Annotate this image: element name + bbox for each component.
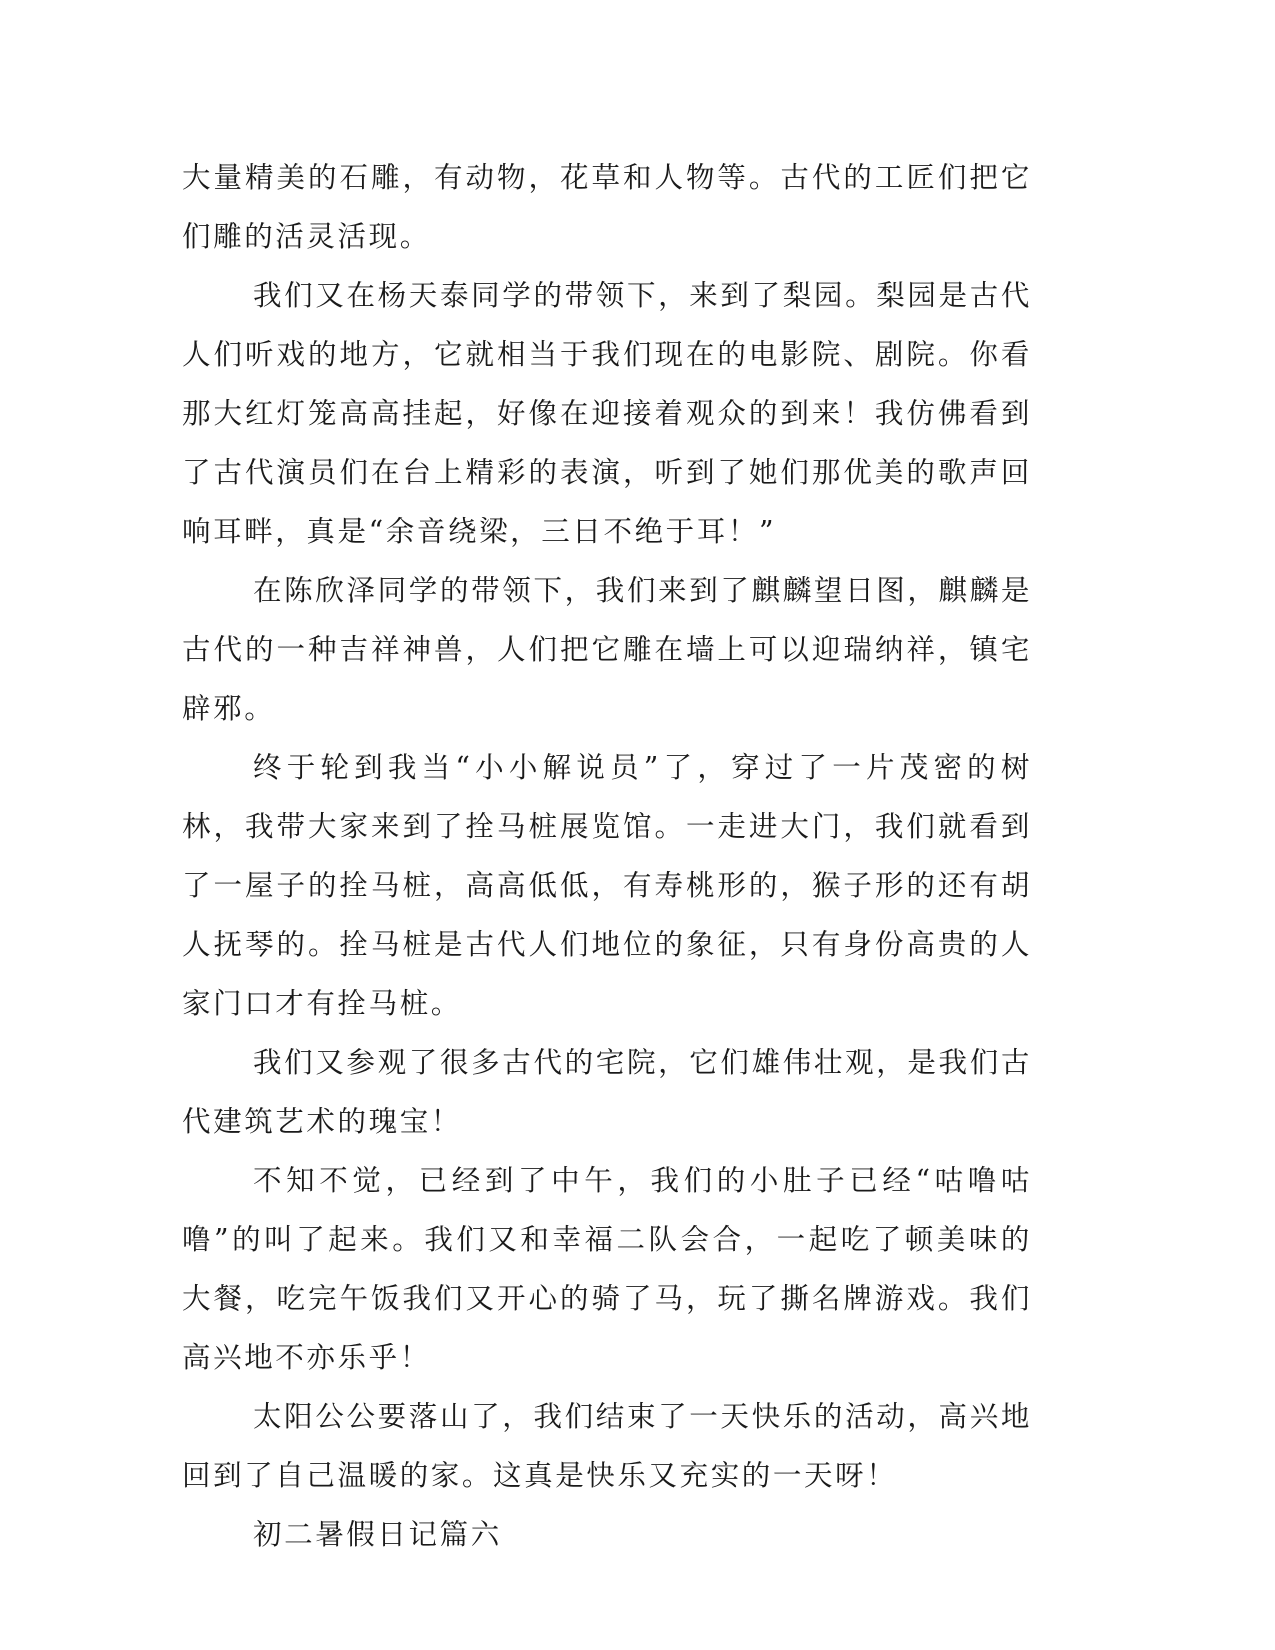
paragraph-going-home: 太阳公公要落山了，我们结束了一天快乐的活动，高兴地回到了自己温暖的家。这真是快乐又充实的一天呀！	[182, 1400, 1032, 1492]
paragraph-pear-garden: 我们又在杨天泰同学的带领下，来到了梨园。梨园是古代人们听戏的地方，它就相当于我们现在的电影院、剧院。你看那大红灯笼高高挂起，好像在迎接着观众的到来！我仿佛看到了古代演员们在台上精彩的表演，听到了她们那优美的歌声回响耳畔，真是“余音绕梁，三日不绝于耳！”	[182, 279, 1032, 548]
document-body	[182, 148, 1032, 1564]
next-diary-heading: 初二暑假日记篇六	[253, 1518, 502, 1551]
paragraph-lunch-and-games: 不知不觉，已经到了中午，我们的小肚子已经“咕噜咕噜”的叫了起来。我们又和幸福二队会合，一起吃了顿美味的大餐，吃完午饭我们又开心的骑了马，玩了撕名牌游戏。我们高兴地不亦乐乎！	[182, 1164, 1032, 1374]
paragraph-hitching-posts: 终于轮到我当“小小解说员”了，穿过了一片茂密的树林，我带大家来到了拴马桩展览馆。一走进大门，我们就看到了一屋子的拴马桩，高高低低，有寿桃形的，猴子形的还有胡人抚琴的。拴马桩是古代人们地位的象征，只有身份高贵的人家门口才有拴马桩。	[182, 751, 1032, 1020]
paragraph-ancient-courtyards: 我们又参观了很多古代的宅院，它们雄伟壮观，是我们古代建筑艺术的瑰宝！	[182, 1046, 1032, 1138]
paragraph-qilin-carving: 在陈欣泽同学的带领下，我们来到了麒麟望日图，麒麟是古代的一种吉祥神兽，人们把它雕在墙上可以迎瑞纳祥，镇宅辟邪。	[182, 574, 1032, 725]
paragraph-continued-stone-carvings: 大量精美的石雕，有动物，花草和人物等。古代的工匠们把它们雕的活灵活现。	[182, 161, 1032, 253]
